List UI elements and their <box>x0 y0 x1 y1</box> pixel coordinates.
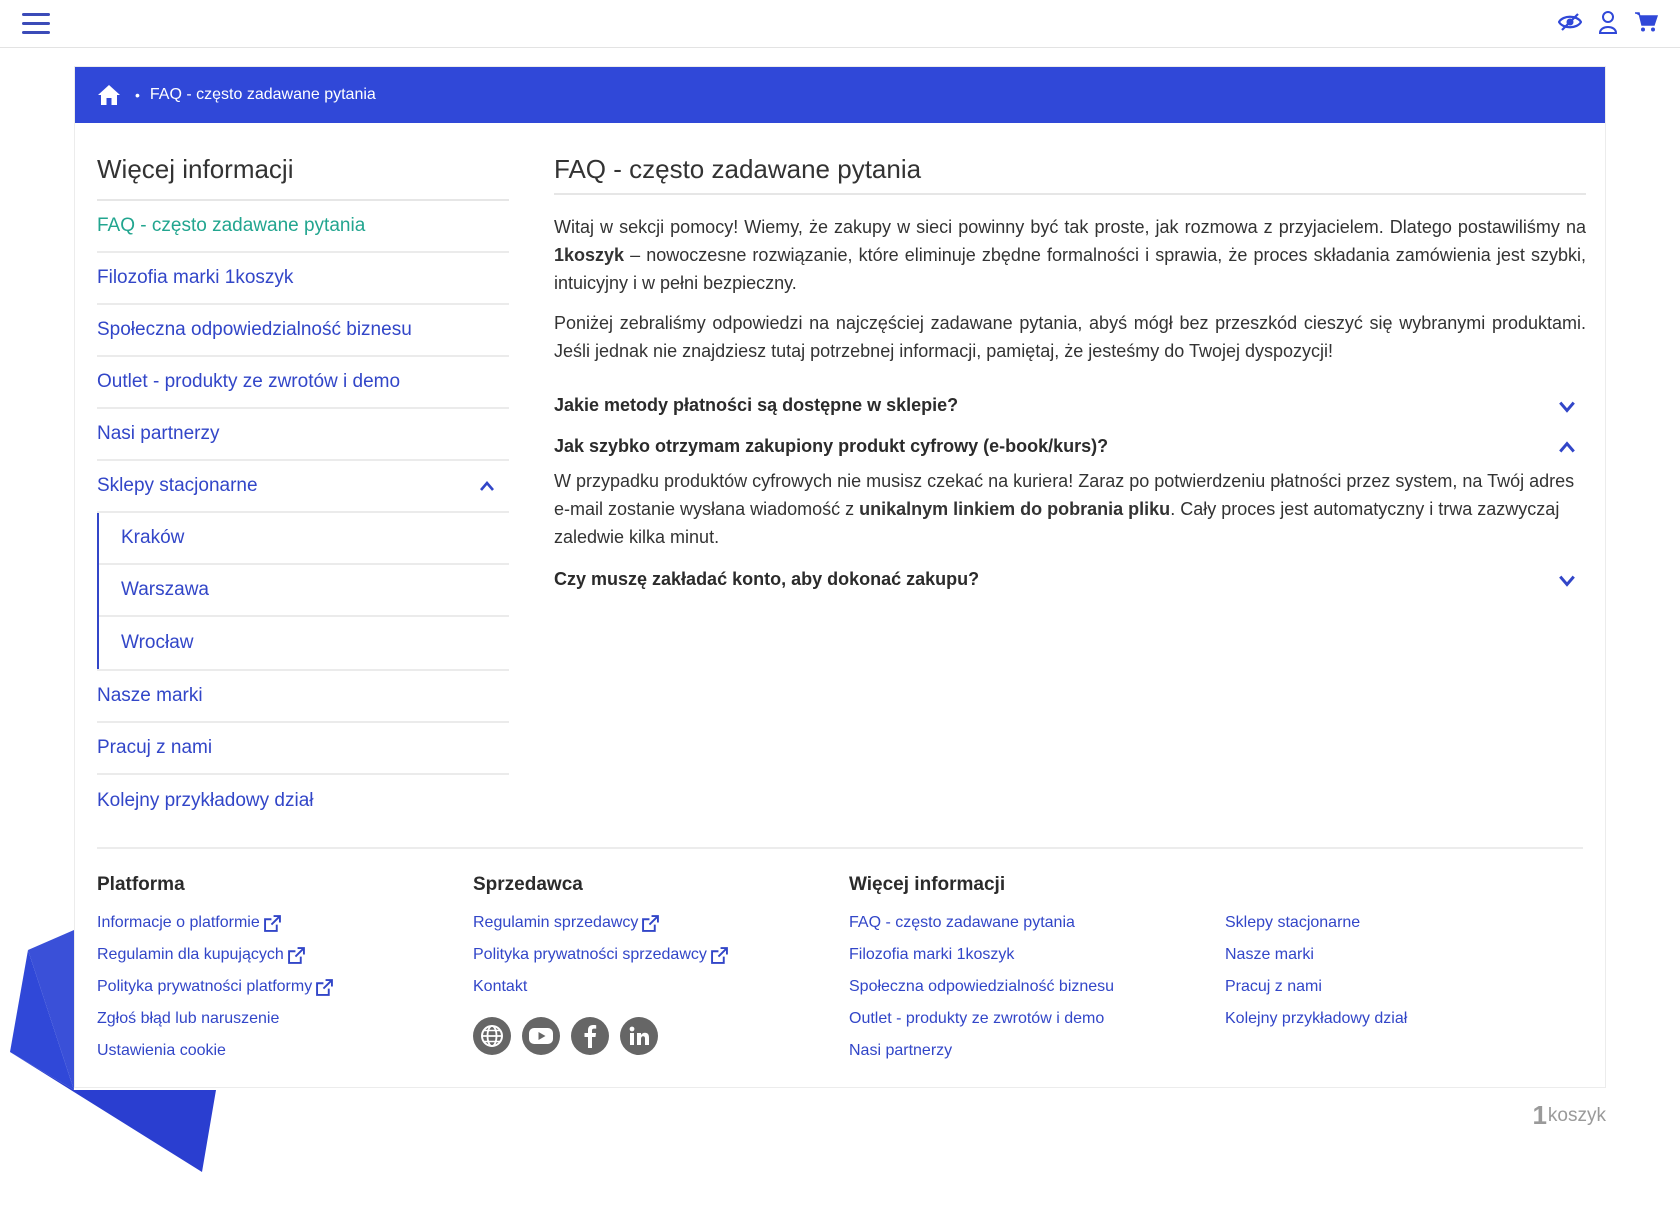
footer-link-zglos[interactable]: Zgłoś błąd lub naruszenie <box>97 1010 280 1027</box>
footer-link-label: Regulamin sprzedawcy <box>473 914 639 931</box>
breadcrumb-separator: • <box>135 87 140 103</box>
footer-link-polityka-sprzedawcy[interactable] <box>473 939 728 971</box>
hamburger-icon[interactable] <box>22 13 50 35</box>
faq-question-3[interactable] <box>554 569 1586 590</box>
user-icon[interactable] <box>1596 10 1620 34</box>
footer-link-csr[interactable]: Społeczna odpowiedzialność biznesu <box>849 978 1115 995</box>
sidebar-submenu <box>97 513 509 671</box>
footer-divider <box>97 847 1583 849</box>
external-link-icon <box>316 979 333 996</box>
facebook-icon[interactable] <box>571 1017 609 1055</box>
youtube-icon[interactable] <box>522 1017 560 1055</box>
footer-platforma <box>97 871 333 1067</box>
cart-icon[interactable] <box>1634 10 1658 34</box>
footer-link-kontakt[interactable]: Kontakt <box>473 978 528 995</box>
footer-link-sklepy[interactable]: Sklepy stacjonarne <box>1225 914 1361 931</box>
sidebar-item-csr[interactable] <box>97 305 509 357</box>
footer-link-pracuj[interactable]: Pracuj z nami <box>1225 978 1322 995</box>
faq-question-text: Czy muszę zakładać konto, aby dokonać zakupu? <box>554 569 980 589</box>
external-link-icon <box>711 947 728 964</box>
chevron-up-icon <box>1558 438 1576 456</box>
intro-paragraph-2: Poniżej zebraliśmy odpowiedzi na najczęściej zadawane pytania, abyś mógł bez przeszkód cieszyć się wybranymi produktami. Jeśli jednak nie znajdziesz tutaj potrzebnej informacji, pamiętaj, że jesteśmy do Twojej dyspozycji! <box>554 313 1586 361</box>
sidebar-item-outlet[interactable] <box>97 357 509 409</box>
content-card <box>74 66 1606 1088</box>
footer-link-info[interactable] <box>97 907 333 939</box>
sidebar-item-sklepy[interactable] <box>97 461 509 513</box>
sidebar-subitem-krakow[interactable]: Kraków <box>99 513 509 565</box>
intro-paragraph-1 <box>554 213 1586 297</box>
sidebar-item-label: FAQ - często zadawane pytania <box>97 215 366 236</box>
faq-answer-text: . Cały proces jest automatyczny i trwa zazwyczaj zaledwie kilka minut. <box>554 499 1560 547</box>
sidebar-item-label: Outlet - produkty ze zwrotów i demo <box>97 371 401 392</box>
sidebar-item-label: Sklepy stacjonarne <box>97 475 258 496</box>
sidebar-item-faq[interactable] <box>97 201 509 253</box>
footer-link-filozofia[interactable]: Filozofia marki 1koszyk <box>849 946 1015 963</box>
footer-link-partnerzy[interactable]: Nasi partnerzy <box>849 1042 953 1059</box>
sidebar-item-label: Filozofia marki 1koszyk <box>97 267 294 288</box>
footer-link-label: Regulamin dla kupujących <box>97 946 284 963</box>
footer-title: Więcej informacji <box>849 874 1006 895</box>
faq-question-2[interactable] <box>554 436 1586 457</box>
intro-text: – nowoczesne rozwiązanie, które eliminuje zbędne formalności i sprawia, że proces składania zamówienia jest szybki, intuicyjny i w pełni bezpieczny. <box>554 245 1586 293</box>
sidebar-subitem-warszawa[interactable]: Warszawa <box>99 565 509 617</box>
top-bar <box>0 0 1680 48</box>
footer-title: Platforma <box>97 874 185 895</box>
header-icons <box>1558 10 1658 34</box>
external-link-icon <box>288 947 305 964</box>
intro-brand: 1koszyk <box>554 245 625 265</box>
footer-wiecej <box>849 871 1114 1067</box>
chevron-up-icon[interactable] <box>479 480 495 492</box>
footer-title: Sprzedawca <box>473 874 583 895</box>
faq-question-text: Jak szybko otrzymam zakupiony produkt cyfrowy (e-book/kurs)? <box>554 436 1109 456</box>
footer-link-cookie[interactable]: Ustawienia cookie <box>97 1042 226 1059</box>
brand-logo[interactable] <box>1532 1100 1606 1131</box>
sidebar-item-pracuj[interactable] <box>97 723 509 775</box>
faq-answer-2 <box>554 467 1586 551</box>
footer-link-label: Polityka prywatności platformy <box>97 978 313 995</box>
footer-link-outlet[interactable]: Outlet - produkty ze zwrotów i demo <box>849 1010 1105 1027</box>
sidebar-item-kolejny[interactable] <box>97 775 509 827</box>
sidebar-title: Więcej informacji <box>97 149 509 201</box>
main-content <box>554 149 1586 590</box>
sidebar-item-label: Kolejny przykładowy dział <box>97 790 314 811</box>
page-title: FAQ - często zadawane pytania <box>554 149 1586 195</box>
faq-question-1[interactable] <box>554 395 1586 416</box>
brand-logo-mark: 1 <box>1532 1100 1547 1130</box>
sidebar-item-marki[interactable] <box>97 671 509 723</box>
breadcrumb-current: FAQ - często zadawane pytania <box>149 86 376 103</box>
external-link-icon <box>264 915 281 932</box>
sidebar-item-partnerzy[interactable] <box>97 409 509 461</box>
footer-link-label: Informacje o platformie <box>97 914 260 931</box>
social-links <box>473 1017 728 1055</box>
sidebar-item-filozofia[interactable] <box>97 253 509 305</box>
footer-link-kolejny[interactable]: Kolejny przykładowy dział <box>1225 1010 1408 1027</box>
faq-question-text: Jakie metody płatności są dostępne w sklepie? <box>554 395 959 415</box>
footer-link-regulamin-sprzedawcy[interactable] <box>473 907 728 939</box>
chevron-down-icon <box>1558 397 1576 415</box>
sidebar-item-label: Nasi partnerzy <box>97 423 220 444</box>
breadcrumb <box>75 67 1605 123</box>
sidebar-subitem-wroclaw[interactable]: Wrocław <box>121 632 194 653</box>
sidebar-item-label: Społeczna odpowiedzialność biznesu <box>97 319 412 340</box>
faq-answer-bold: unikalnym linkiem do pobrania pliku <box>859 499 1171 519</box>
footer-link-regulamin[interactable] <box>97 939 333 971</box>
linkedin-icon[interactable] <box>620 1017 658 1055</box>
sidebar <box>97 149 509 827</box>
footer-link-polityka[interactable] <box>97 971 333 1003</box>
footer-wiecej-col2 <box>1225 907 1407 1035</box>
brand-logo-text: koszyk <box>1547 1104 1606 1126</box>
home-icon[interactable] <box>97 83 123 107</box>
chevron-down-icon <box>1558 571 1576 589</box>
footer-sprzedawca <box>473 871 728 1055</box>
footer-link-label: Polityka prywatności sprzedawcy <box>473 946 707 963</box>
accessibility-eye-icon[interactable] <box>1558 10 1582 34</box>
footer-link-marki[interactable]: Nasze marki <box>1225 946 1314 963</box>
footer-link-faq[interactable]: FAQ - często zadawane pytania <box>849 914 1075 931</box>
intro-text: Witaj w sekcji pomocy! Wiemy, że zakupy w sieci powinny być tak proste, jak rozmowa z przyjacielem. Dlatego postawiliśmy na <box>554 217 1586 237</box>
sidebar-item-label: Pracuj z nami <box>97 737 213 758</box>
sidebar-item-label: Nasze marki <box>97 685 203 706</box>
faq-answer-text: W przypadku produktów cyfrowych nie musisz czekać na kuriera! Zaraz po potwierdzeniu płatności przez system, na Twój adres e-mail zostanie wysłana wiadomość z <box>554 471 1575 519</box>
external-link-icon <box>642 915 659 932</box>
globe-icon[interactable] <box>473 1017 511 1055</box>
